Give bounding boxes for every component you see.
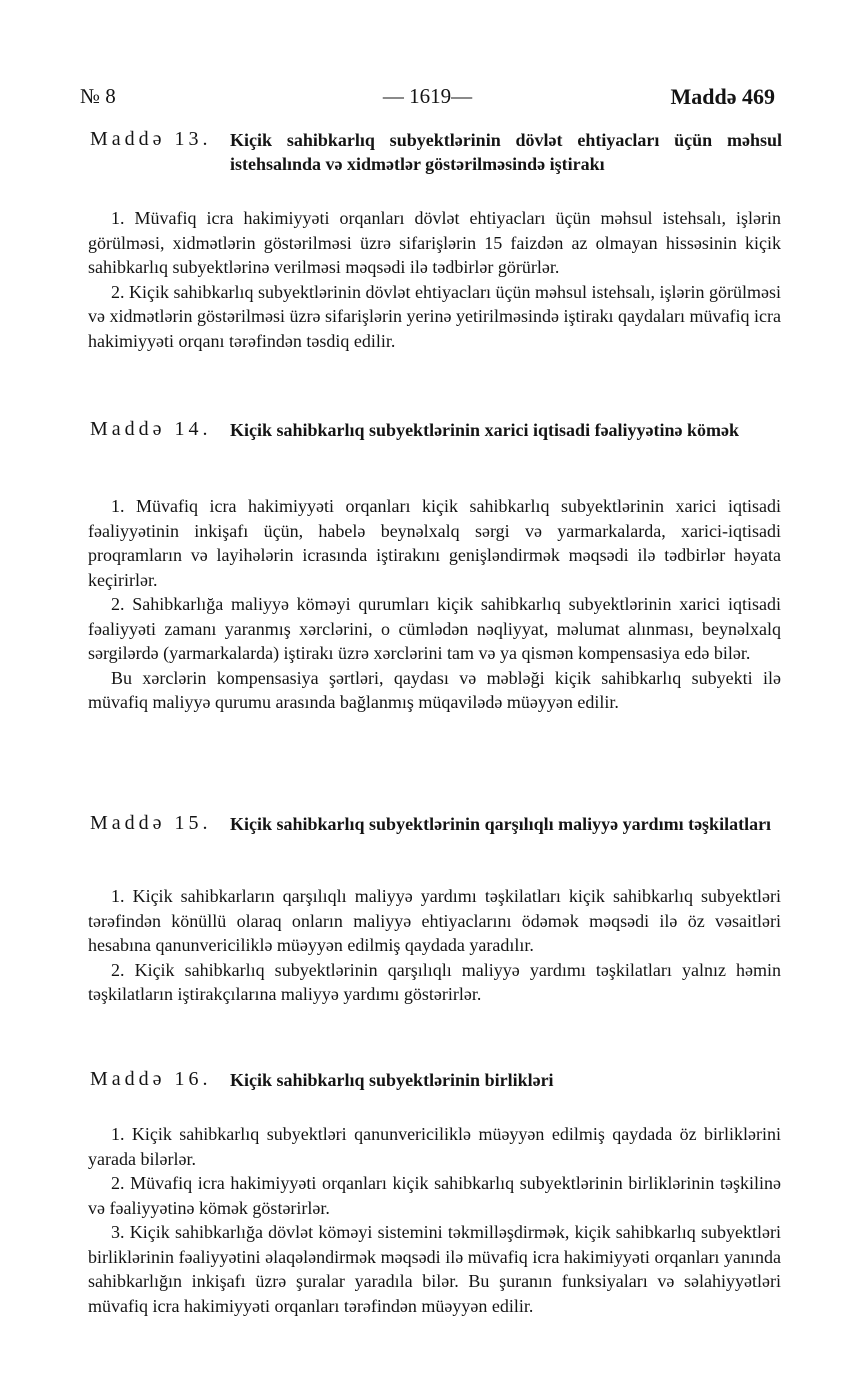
- paragraph: 2. Kiçik sahibkarlıq subyektlərinin qarşılıqlı maliyyə yardımı təşkilatları yalnız həmin təşkilatların iştirakçılarına maliyyə yardımı göstərirlər.: [88, 959, 781, 1004]
- paragraph: Bu xərclərin kompensasiya şərtləri, qaydası və məbləği kiçik sahibkarlıq subyekti ilə müvafiq maliyyə qurumu arasında bağlanmış müqavilədə müəyyən edilir.: [88, 667, 781, 712]
- issue-number: № 8: [80, 84, 116, 108]
- article-title: Kiçik sahibkarlıq subyektlərinin dövlət ehtiyacları üçün məhsul istehsalında və xidmətlər göstərilməsində iştirakı: [230, 130, 782, 174]
- article-15-body: [88, 884, 781, 1007]
- article-14-body: [88, 494, 781, 715]
- page-number: — 1619—: [382, 84, 473, 108]
- article-title: Kiçik sahibkarlıq subyektlərinin qarşılıqlı maliyyə yardımı təşkilatları: [230, 814, 772, 834]
- page-header: [80, 84, 775, 118]
- paragraph: 1. Kiçik sahibkarlıq subyektləri qanunvericiliklə müəyyən edilmiş qaydada öz birliklərini yarada bilərlər.: [88, 1124, 781, 1169]
- article-title: Kiçik sahibkarlıq subyektlərinin birlikləri: [230, 1070, 554, 1090]
- article-title: Kiçik sahibkarlıq subyektlərinin xarici iqtisadi fəaliyyətinə kömək: [230, 420, 740, 440]
- article-16-body: [88, 1122, 781, 1318]
- paragraph: 1. Müvafiq icra hakimiyyəti orqanları dövlət ehtiyacları üçün məhsul istehsalı, işlərin görülməsi, xidmətlərin göstərilməsi üzrə sifarişlərin 15 faizdən az olmayan hissəsinin kiçik sahibkarlıq subyektlərinə verilməsi məqsədi ilə tədbirlər görürlər.: [88, 208, 781, 277]
- article-label: Maddə 16.: [90, 1068, 212, 1090]
- article-13-body: [88, 206, 781, 353]
- article-label: Maddə 14.: [90, 418, 212, 440]
- paragraph: 3. Kiçik sahibkarlığa dövlət köməyi sistemini təkmilləşdirmək, kiçik sahibkarlıq subyektləri birliklərinin fəaliyyətini əlaqələndirmək məqsədi ilə müvafiq icra hakimiyyəti orqanları yanında sahibkarlığın inkişafı üzrə şuralar yaradıla bilər. Bu şuranın funksiyaları və səlahiyyətləri müvafiq icra hakimiyyəti orqanları tərəfindən müəyyən edilir.: [88, 1222, 781, 1316]
- paragraph: 1. Kiçik sahibkarların qarşılıqlı maliyyə yardımı təşkilatları kiçik sahibkarlıq subyektləri tərəfindən könüllü olaraq onların maliyyə ehtiyaclarını ödəmək məqsədi ilə öz vəsaitləri hesabına qanunvericiliklə müəyyən edilmiş qaydada yaradılır.: [88, 886, 781, 955]
- paragraph: 2. Sahibkarlığa maliyyə köməyi qurumları kiçik sahibkarlıq subyektlərinin xarici iqtisadi fəaliyyəti zamanı yaranmış xərclərini, o cümlədən nəqliyyat, məlumat alınması, beynəlxalq sərgilərdə (yarmarkalarda) iştirakı üzrə xərclərini tam və ya qismən kompensasiya edə bilər.: [88, 594, 781, 663]
- paragraph: 2. Kiçik sahibkarlıq subyektlərinin dövlət ehtiyacları üçün məhsul istehsalı, işlərin görülməsi və xidmətlərin göstərilməsi üzrə sifarişlərin yerinə yetirilməsində iştirakı qaydaları müvafiq icra hakimiyyəti orqanı tərəfindən təsdiq edilir.: [88, 281, 781, 351]
- paragraph: 2. Müvafiq icra hakimiyyəti orqanları kiçik sahibkarlıq subyektlərinin birliklərinin təşkilinə və fəaliyyətinə kömək göstərirlər.: [88, 1173, 781, 1218]
- article-label: Maddə 15.: [90, 812, 212, 834]
- running-article: Maddə 469: [670, 84, 775, 109]
- paragraph: 1. Müvafiq icra hakimiyyəti orqanları kiçik sahibkarlıq subyektlərinin xarici iqtisadi fəaliyyətinin inkişafı üçün, habelə beynəlxalq sərgi və yarmarkalarda, xarici-iqtisadi proqramların və layihələrin icrasında iştirakını genişləndirmək məqsədi ilə tədbirlər həyata keçirirlər.: [88, 496, 781, 590]
- article-label: Maddə 13.: [90, 128, 212, 150]
